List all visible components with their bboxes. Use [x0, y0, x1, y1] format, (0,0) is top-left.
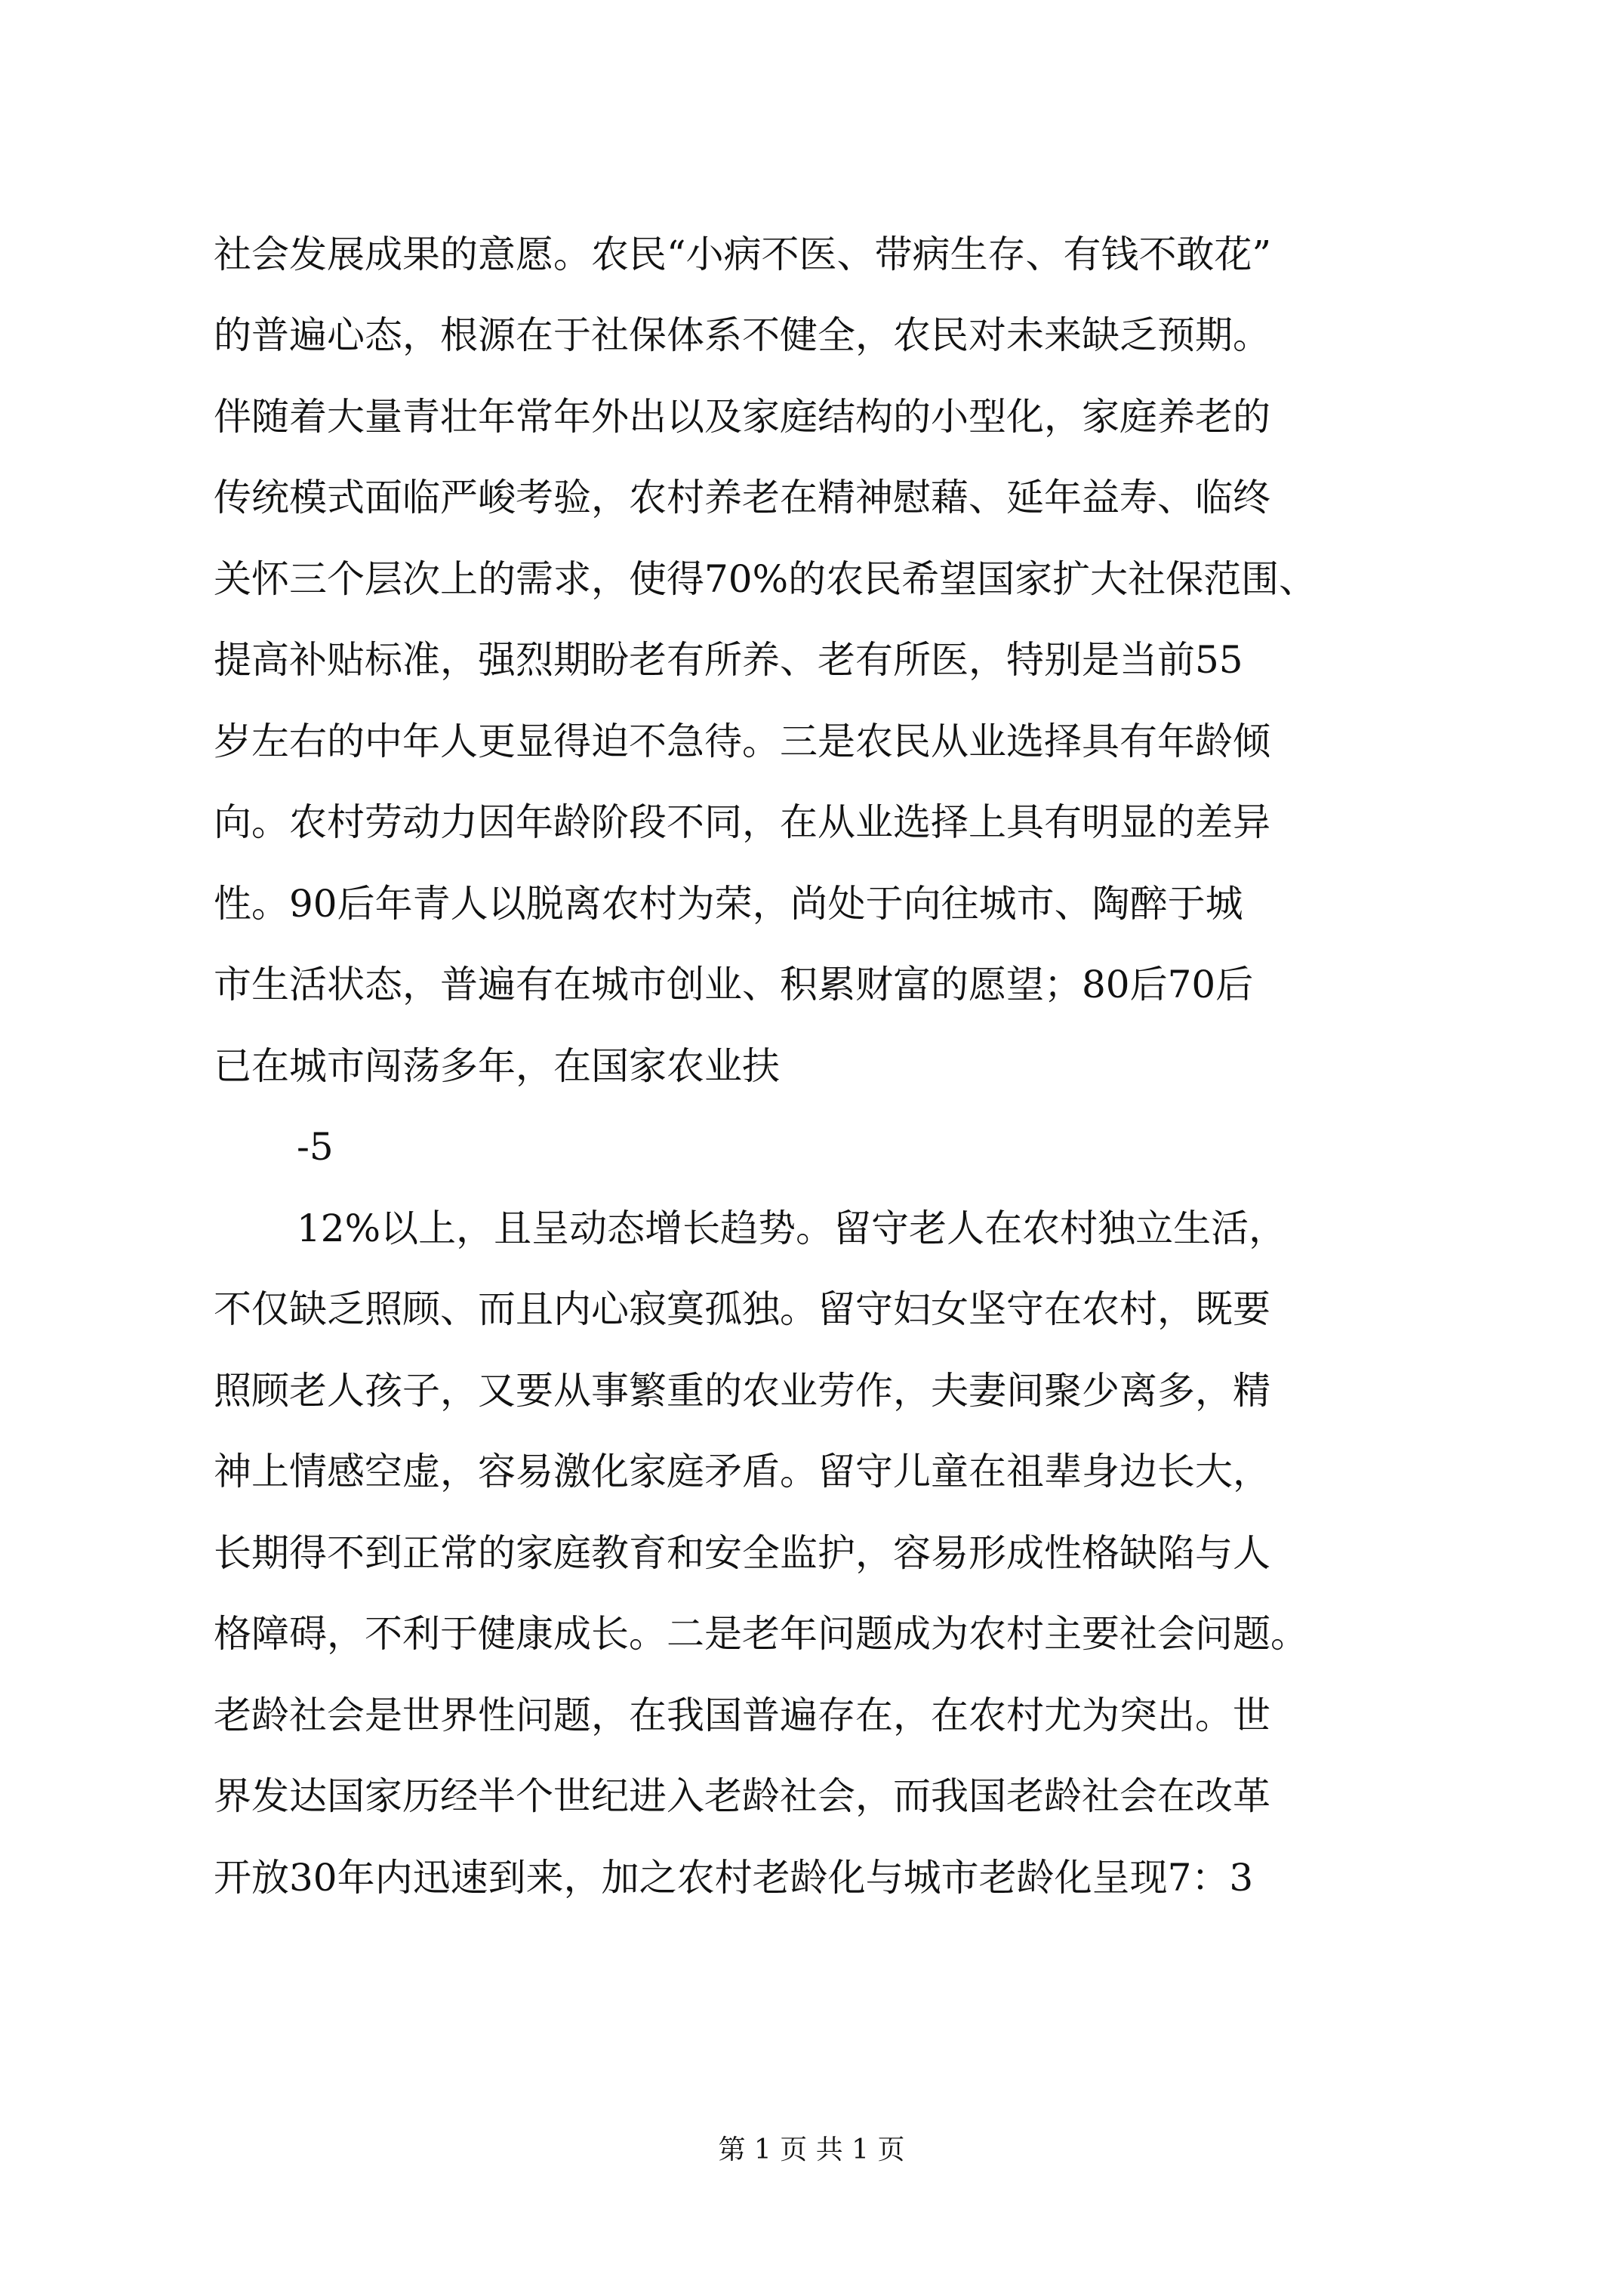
text-line: 向。农村劳动力因年龄阶段不同，在从业选择上具有明显的差异	[214, 800, 1270, 844]
text-line: 性。90后年青人以脱离农村为荣，尚处于向往城市、陶醉于城	[214, 882, 1243, 926]
text-line: 界发达国家历经半个世纪进入老龄社会，而我国老龄社会在改革	[214, 1774, 1270, 1818]
text-line: 的普遍心态，根源在于社保体系不健全，农民对未来缺乏预期。	[214, 313, 1270, 357]
text-line: 提高补贴标准，强烈期盼老有所养、老有所医，特别是当前55	[214, 638, 1243, 682]
text-line: 传统模式面临严峻考验，农村养老在精神慰藉、延年益寿、临终	[214, 476, 1270, 519]
text-line: 关怀三个层次上的需求，使得70%的农民希望国家扩大社保范围、	[214, 557, 1317, 601]
page-footer: 第 1 页 共 1 页	[718, 2134, 905, 2165]
text-line: 神上情感空虚，容易激化家庭矛盾。留守儿童在祖辈身边长大，	[214, 1450, 1270, 1493]
text-line: 市生活状态，普遍有在城市创业、积累财富的愿望；80后70后	[214, 963, 1254, 1006]
text-line: 社会发展成果的意愿。农民“小病不医、带病生存、有钱不敢花”	[214, 233, 1272, 276]
text-line: 伴随着大量青壮年常年外出以及家庭结构的小型化，家庭养老的	[214, 395, 1270, 439]
text-line: 已在城市闯荡多年，在国家农业扶	[214, 1044, 780, 1088]
text-line: 岁左右的中年人更显得迫不急待。三是农民从业选择具有年龄倾	[214, 720, 1270, 763]
text-line: 不仅缺乏照顾、而且内心寂寞孤独。留守妇女坚守在农村，既要	[214, 1287, 1270, 1331]
page-break-marker: -5	[297, 1125, 334, 1169]
text-line: 格障碍，不利于健康成长。二是老年问题成为农村主要社会问题。	[214, 1612, 1308, 1656]
text-line: 照顾老人孩子，又要从事繁重的农业劳作，夫妻间聚少离多，精	[214, 1369, 1270, 1413]
text-line: 12%以上，且呈动态增长趋势。留守老人在农村独立生活，	[297, 1207, 1287, 1250]
text-line: 长期得不到正常的家庭教育和安全监护，容易形成性格缺陷与人	[214, 1531, 1270, 1575]
text-line: 开放30年内迅速到来，加之农村老龄化与城市老龄化呈现7：3	[214, 1856, 1254, 1900]
text-line: 老龄社会是世界性问题，在我国普遍存在，在农村尤为突出。世	[214, 1693, 1270, 1737]
